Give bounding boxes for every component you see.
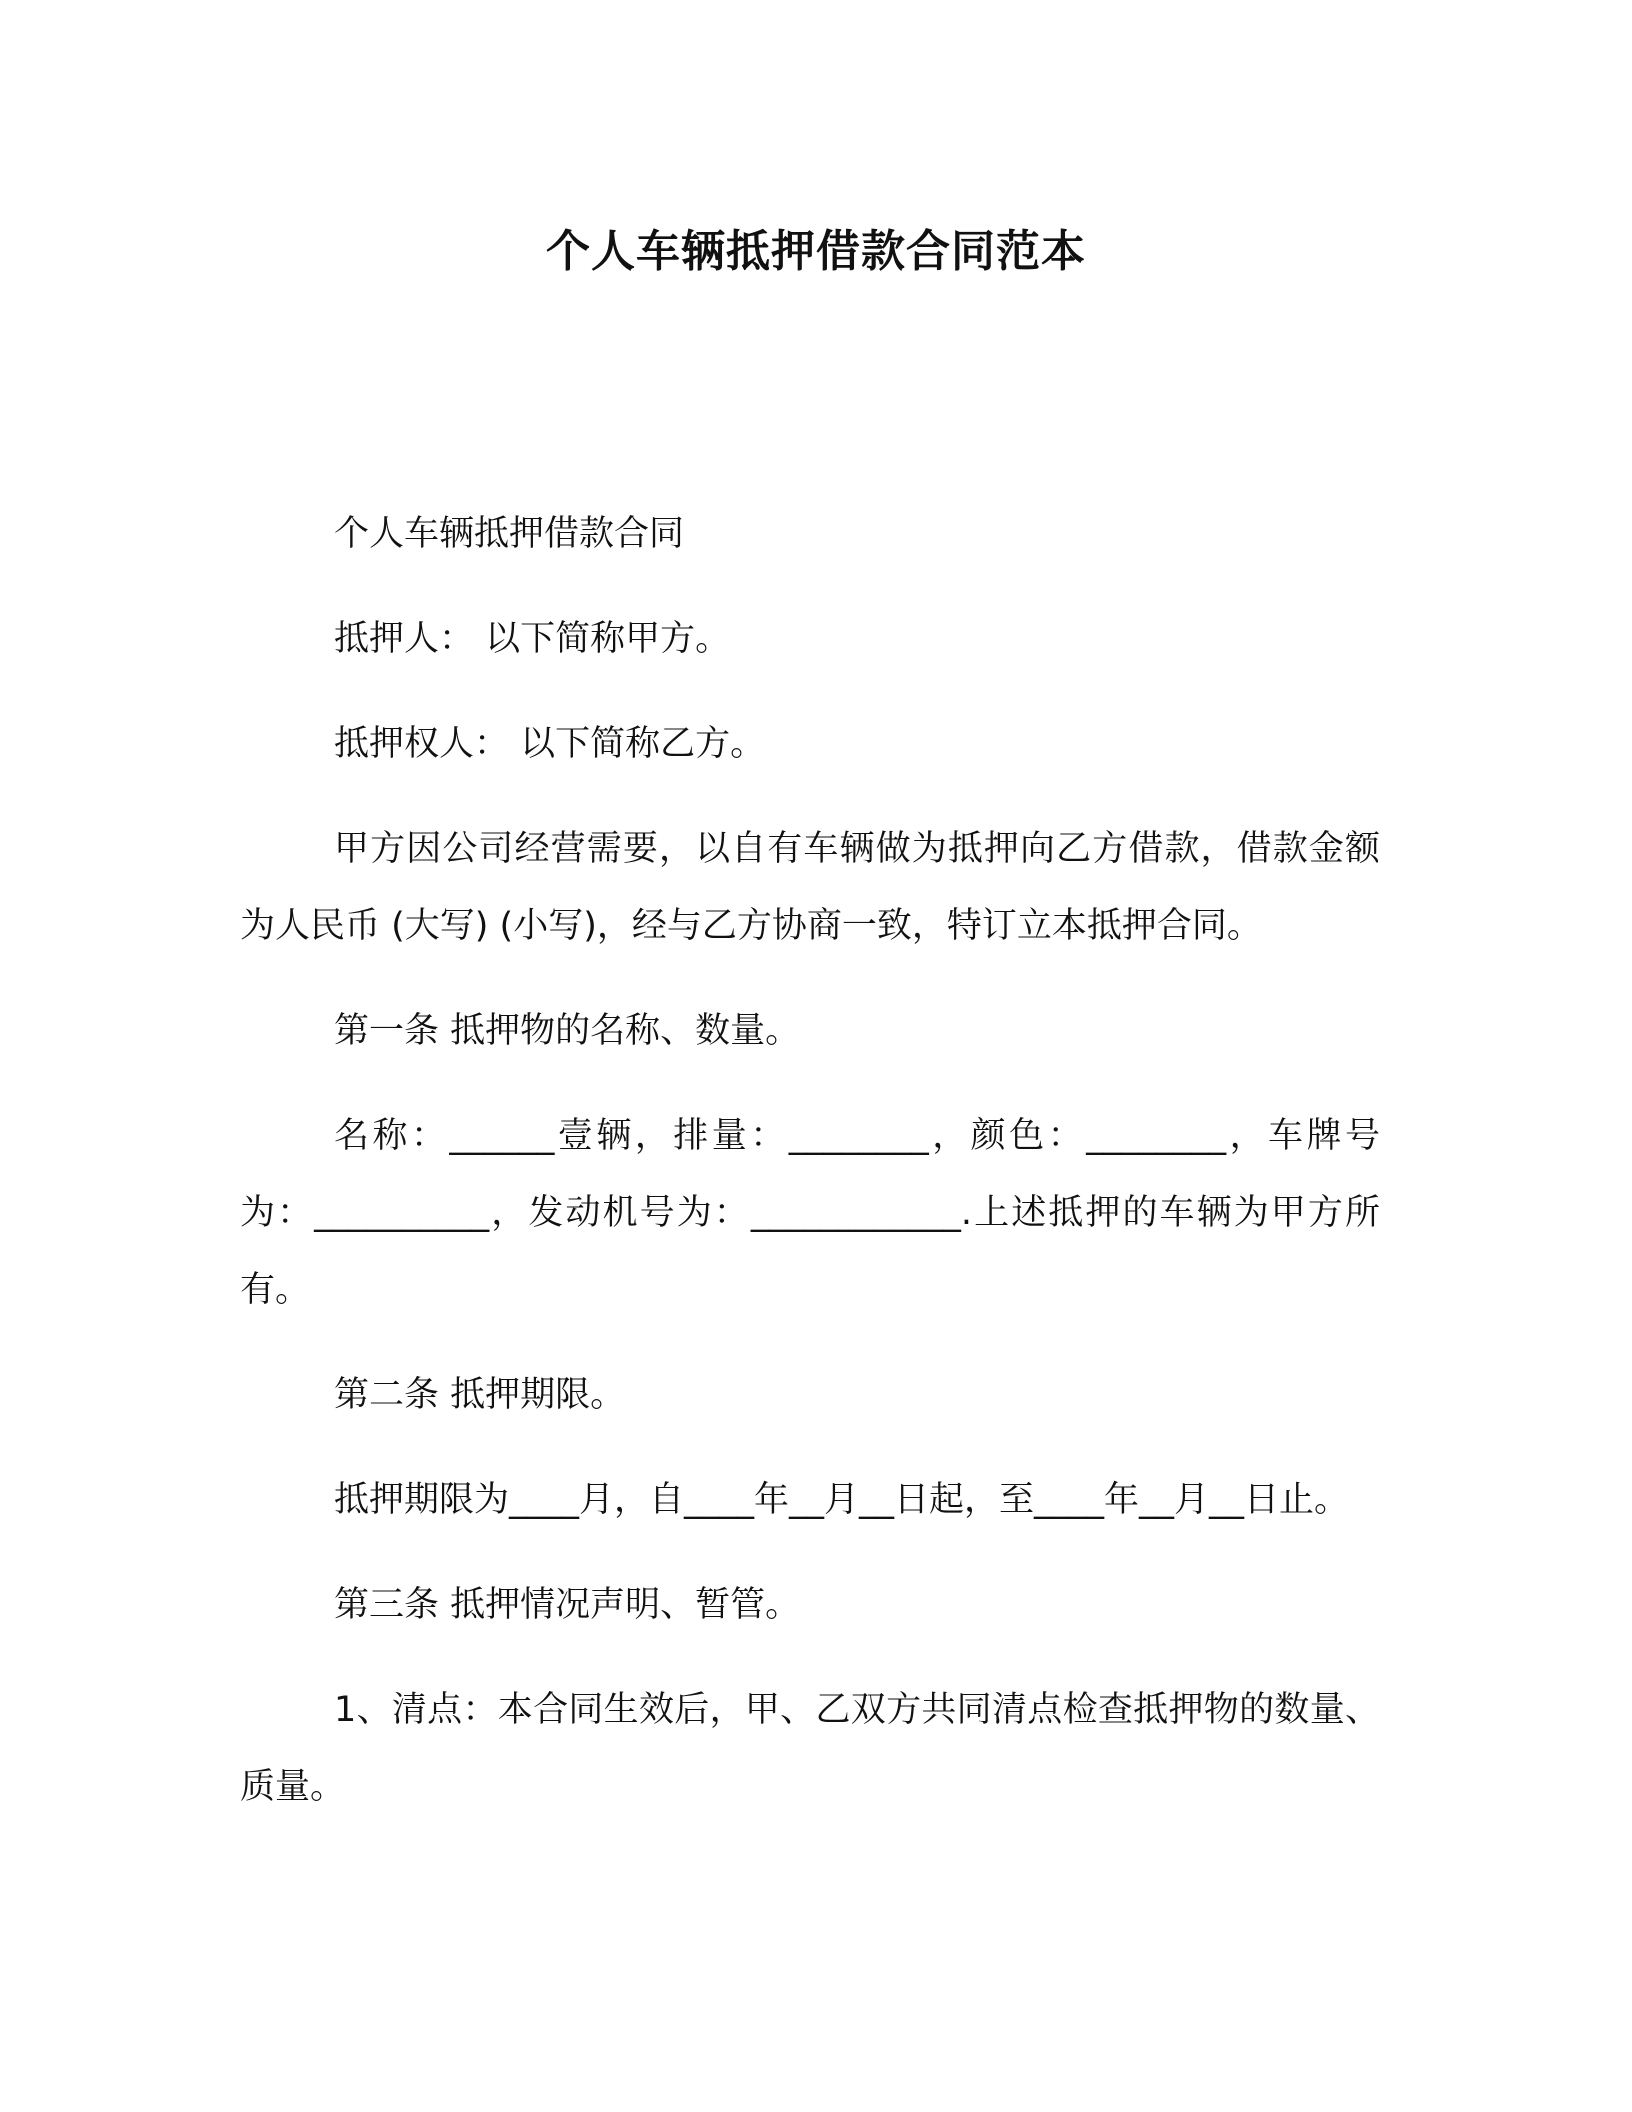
article-1-heading: 第一条 抵押物的名称、数量。 xyxy=(334,1011,801,1051)
article-2-heading: 第二条 抵押期限。 xyxy=(334,1375,626,1415)
article-2-details: 抵押期限为____月，自____年__月__日起，至____年__月__日止。 xyxy=(334,1480,1350,1520)
contract-heading: 个人车辆抵押借款合同 xyxy=(334,514,685,554)
document-title: 个人车辆抵押借款合同范本 xyxy=(546,226,1086,277)
article-3-heading: 第三条 抵押情况声明、暂管。 xyxy=(334,1585,801,1625)
article-1-details: 名称：______壹辆，排量：________，颜色：________，车牌号为：__________，发动机号为：____________.上述抵押的车辆为甲方所有。 xyxy=(240,1116,1380,1310)
mortgagor-line: 抵押人： 以下简称甲方。 xyxy=(334,619,731,659)
document-body xyxy=(240,496,1380,1854)
preamble-paragraph: 甲方因公司经营需要，以自有车辆做为抵押向乙方借款，借款金额为人民币 (大写) (小写)，经与乙方协商一致，特订立本抵押合同。 xyxy=(240,829,1380,946)
mortgagee-line: 抵押权人： 以下简称乙方。 xyxy=(334,724,766,764)
article-3-item-1: 1、清点：本合同生效后，甲、乙双方共同清点检查抵押物的数量、质量。 xyxy=(240,1690,1380,1807)
